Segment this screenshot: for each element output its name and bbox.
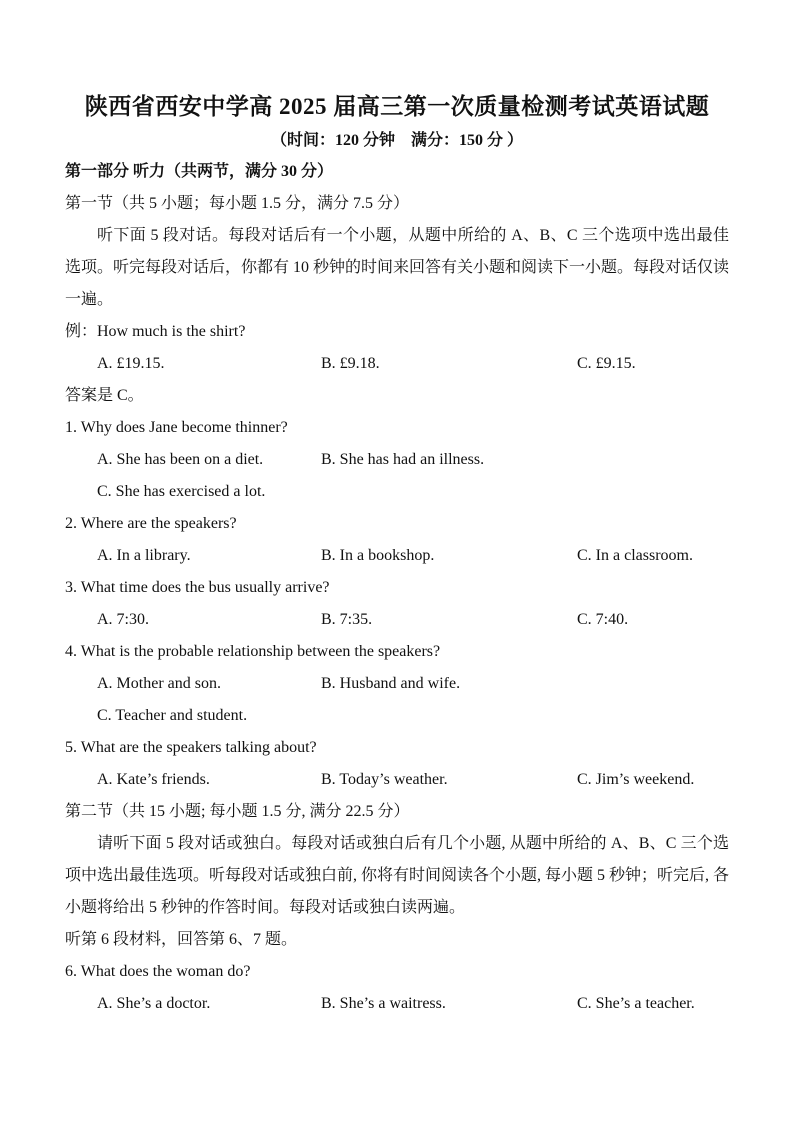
q5-option-c: C. Jim’s weekend. xyxy=(577,771,695,788)
q2-option-c: C. In a classroom. xyxy=(577,547,693,564)
q5-option-b: B. Today’s weather. xyxy=(321,771,448,788)
q4-option-a: A. Mother and son. xyxy=(97,675,221,692)
q3-option-a: A. 7:30. xyxy=(97,611,149,628)
question-1: 1. Why does Jane become thinner? xyxy=(65,419,288,436)
section2-material-note: 听第 6 段材料，回答第 6、7 题。 xyxy=(65,931,298,948)
q1-option-c: C. She has exercised a lot. xyxy=(97,483,266,500)
exam-time-info: （时间：120 分钟 满分：150 分 ） xyxy=(270,132,523,149)
section1-instructions: 听下面 5 段对话。每段对话后有一个小题，从题中所给的 A、B、C 三个选项中选出最佳选项。听完每段对话后，你都有 10 秒钟的时间来回答有关小题和阅读下一小题。每段对话仅读一遍。 xyxy=(65,227,730,308)
part1-heading: 第一部分 听力（共两节，满分 30 分） xyxy=(65,163,334,180)
q6-option-a: A. She’s a doctor. xyxy=(97,995,211,1012)
section2-instructions: 请听下面 5 段对话或独白。每段对话或独白后有几个小题, 从题中所给的 A、B、C 三个选项中选出最佳选项。听每段对话或独白前, 你将有时间阅读各个小题, 每小题 5 秒钟；听完后, 各小题将给出 5 秒钟的作答时间。每段对话或独白读两遍。 xyxy=(65,835,730,916)
q3-option-b: B. 7:35. xyxy=(321,611,373,628)
question-4: 4. What is the probable relationship between the speakers? xyxy=(65,643,441,660)
example-answer: 答案是 C。 xyxy=(65,387,144,404)
section1-heading: 第一节（共 5 小题；每小题 1.5 分，满分 7.5 分） xyxy=(65,195,410,212)
q4-option-c: C. Teacher and student. xyxy=(97,707,248,724)
q6-option-b: B. She’s a waitress. xyxy=(321,995,446,1012)
question-3: 3. What time does the bus usually arrive? xyxy=(65,579,330,596)
q5-option-a: A. Kate’s friends. xyxy=(97,771,210,788)
question-2: 2. Where are the speakers? xyxy=(65,515,237,532)
q4-option-b: B. Husband and wife. xyxy=(321,675,461,692)
q2-option-a: A. In a library. xyxy=(97,547,191,564)
question-5: 5. What are the speakers talking about? xyxy=(65,739,317,756)
q1-option-a: A. She has been on a diet. xyxy=(97,451,264,468)
section2-heading: 第二节（共 15 小题; 每小题 1.5 分, 满分 22.5 分） xyxy=(65,803,410,820)
example-option-c: C. £9.15. xyxy=(577,355,636,372)
example-option-a: A. £19.15. xyxy=(97,355,165,372)
q6-option-c: C. She’s a teacher. xyxy=(577,995,695,1012)
page-title: 陕西省西安中学高 2025 届高三第一次质量检测考试英语试题 xyxy=(84,94,710,119)
example-option-b: B. £9.18. xyxy=(321,355,380,372)
q2-option-b: B. In a bookshop. xyxy=(321,547,435,564)
q3-option-c: C. 7:40. xyxy=(577,611,629,628)
q1-option-b: B. She has had an illness. xyxy=(321,451,485,468)
example-question: 例：How much is the shirt? xyxy=(65,323,246,340)
question-6: 6. What does the woman do? xyxy=(65,963,251,980)
